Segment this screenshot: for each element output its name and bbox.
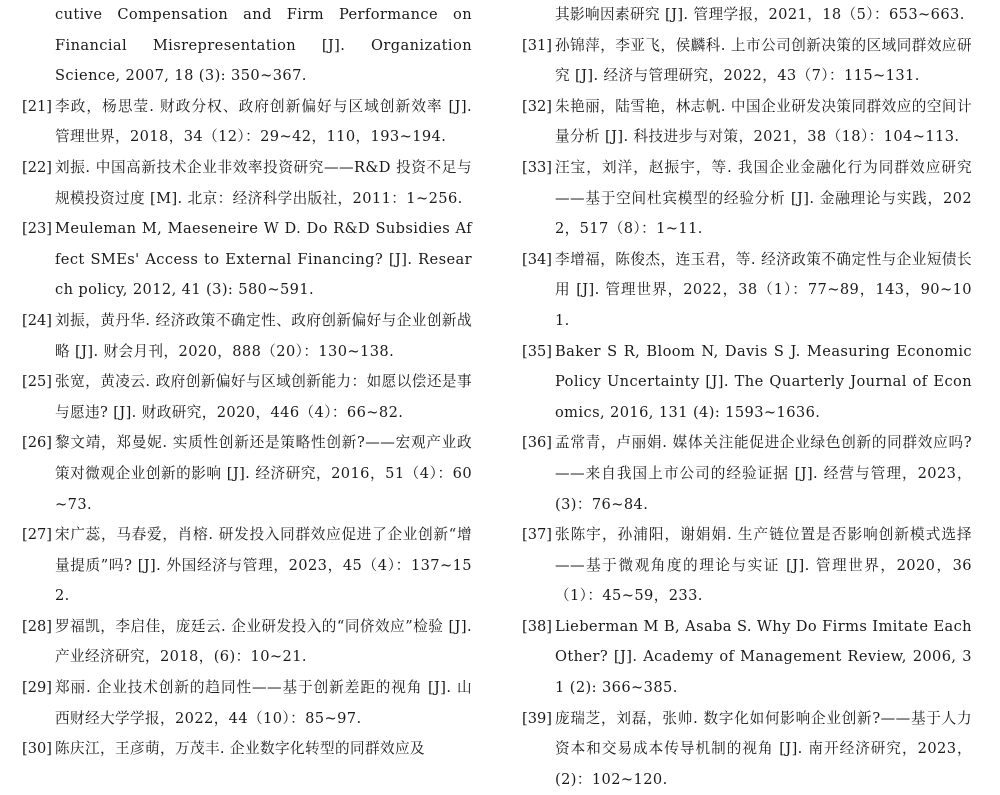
reference-item <box>22 520 472 612</box>
reference-item <box>22 428 472 520</box>
reference-item <box>522 612 972 704</box>
reference-item <box>22 214 472 306</box>
reference-item <box>22 92 472 153</box>
reference-number: [21] <box>22 97 52 115</box>
reference-text: 孟常青，卢丽娟. 媒体关注能促进企业绿色创新的同群效应吗?——来自我国上市公司的经验证据 [J]. 经营与管理，2023，(3)：76~84. <box>555 434 972 513</box>
reference-item <box>22 306 472 367</box>
reference-number: [28] <box>22 617 52 635</box>
reference-text: Baker S R, Bloom N, Davis S J. Measuring Economic Policy Uncertainty [J]. The Quarterly Journal of Economics, 2016, 131 (4): 1593~1636. <box>555 342 972 421</box>
reference-number: [37] <box>522 526 552 544</box>
reference-number: [32] <box>522 97 552 115</box>
reference-number: [39] <box>522 709 552 727</box>
reference-list <box>522 31 972 795</box>
reference-text: 汪宝，刘洋，赵振宇，等. 我国企业金融化行为同群效应研究——基于空间杜宾模型的经验分析 [J]. 金融理论与实践，2022，517（8）：1~11. <box>555 158 972 238</box>
reference-item <box>522 245 972 337</box>
reference-text: 张陈宇，孙浦阳，谢娟娟. 生产链位置是否影响创新模式选择——基于微观角度的理论与实证 [J]. 管理世界，2020，36（1）：45~59，233. <box>555 526 972 605</box>
reference-number: [25] <box>22 373 52 391</box>
reference-number: [33] <box>522 158 552 176</box>
reference-number: [27] <box>22 526 52 544</box>
reference-text: 朱艳丽，陆雪艳，林志帆. 中国企业研发决策同群效应的空间计量分析 [J]. 科技进步与对策，2021，38（18）：104~113. <box>555 97 972 146</box>
reference-number: [38] <box>522 617 552 635</box>
reference-item <box>522 337 972 429</box>
reference-list <box>22 92 472 765</box>
reference-number: [29] <box>22 679 52 697</box>
reference-text: 庞瑞芝，刘磊，张帅. 数字化如何影响企业创新?——基于人力资本和交易成本传导机制的视角 [J]. 南开经济研究，2023，(2)：102~120. <box>555 709 972 788</box>
reference-item <box>522 520 972 612</box>
reference-text: 李政，杨思莹. 财政分权、政府创新偏好与区域创新效率 [J]. 管理世界，2018，34（12）：29~42，110，193~194. <box>55 97 472 146</box>
reference-item <box>22 153 472 214</box>
reference-text: 宋广蕊，马春爱，肖榕. 研发投入同群效应促进了企业创新“增量提质”吗? [J]. 外国经济与管理，2023，45（4）：137~152. <box>55 526 472 605</box>
reference-number: [23] <box>22 220 52 238</box>
reference-number: [35] <box>522 342 552 360</box>
reference-item <box>522 428 972 520</box>
reference-number: [31] <box>522 36 552 54</box>
reference-text: 陈庆江，王彦萌，万茂丰. 企业数字化转型的同群效应及 <box>55 740 425 758</box>
reference-item <box>522 704 972 795</box>
reference-item <box>522 153 972 245</box>
reference-item <box>522 31 972 92</box>
reference-item <box>522 92 972 153</box>
reference-text: 刘振，黄丹华. 经济政策不确定性、政府创新偏好与企业创新战略 [J]. 财会月刊，2020，888（20）：130~138. <box>55 311 472 360</box>
reference-text: 张宽，黄凌云. 政府创新偏好与区域创新能力：如愿以偿还是事与愿违? [J]. 财政研究，2020，446（4）：66~82. <box>55 373 472 421</box>
reference-number: [26] <box>22 434 52 452</box>
reference-number: [30] <box>22 740 52 758</box>
reference-item <box>22 734 472 765</box>
reference-number: [22] <box>22 158 52 176</box>
reference-number: [36] <box>522 434 552 452</box>
reference-text: 黎文靖，郑曼妮. 实质性创新还是策略性创新?——宏观产业政策对微观企业创新的影响 [J]. 经济研究，2016，51（4）：60~73. <box>55 434 472 513</box>
right-column <box>522 0 972 795</box>
reference-number: [34] <box>522 250 552 268</box>
reference-item <box>22 612 472 673</box>
reference-text: 李增福，陈俊杰，连玉君，等. 经济政策不确定性与企业短债长用 [J]. 管理世界，2022，38（1）：77~89，143，90~101. <box>555 250 972 329</box>
reference-continuation: 其影响因素研究 [J]. 管理学报，2021，18（5）：653~663. <box>555 6 965 23</box>
reference-text: Meuleman M, Maeseneire W D. Do R&D Subsidies Affect SMEs' Access to External Financing? [J]. Research policy, 2012, 41 (3): 580~591. <box>55 220 472 299</box>
reference-text: 孙锦萍，李亚飞，侯麟科. 上市公司创新决策的区域同群效应研究 [J]. 经济与管理研究，2022，43（7）：115~131. <box>555 36 972 85</box>
reference-text: 郑丽. 企业技术创新的趋同性——基于创新差距的视角 [J]. 山西财经大学学报，2022，44（10）：85~97. <box>55 679 472 727</box>
reference-number: [24] <box>22 311 52 329</box>
reference-text: Lieberman M B, Asaba S. Why Do Firms Imitate Each Other? [J]. Academy of Management Review, 2006, 31 (2): 366~385. <box>555 617 972 697</box>
reference-continuation: cutive Compensation and Firm Performance on Financial Misrepresentation [J]. Organization Science, 2007, 18 (3): 350~367. <box>55 6 472 85</box>
reference-item <box>22 673 472 734</box>
reference-text: 罗福凯，李启佳，庞廷云. 企业研发投入的“同侪效应”检验 [J]. 产业经济研究，2018，(6)：10~21. <box>55 617 472 666</box>
reference-text: 刘振. 中国高新技术企业非效率投资研究——R&D 投资不足与规模投资过度 [M]. 北京：经济科学出版社，2011：1~256. <box>55 158 472 207</box>
left-column <box>22 0 472 765</box>
reference-item <box>22 367 472 428</box>
